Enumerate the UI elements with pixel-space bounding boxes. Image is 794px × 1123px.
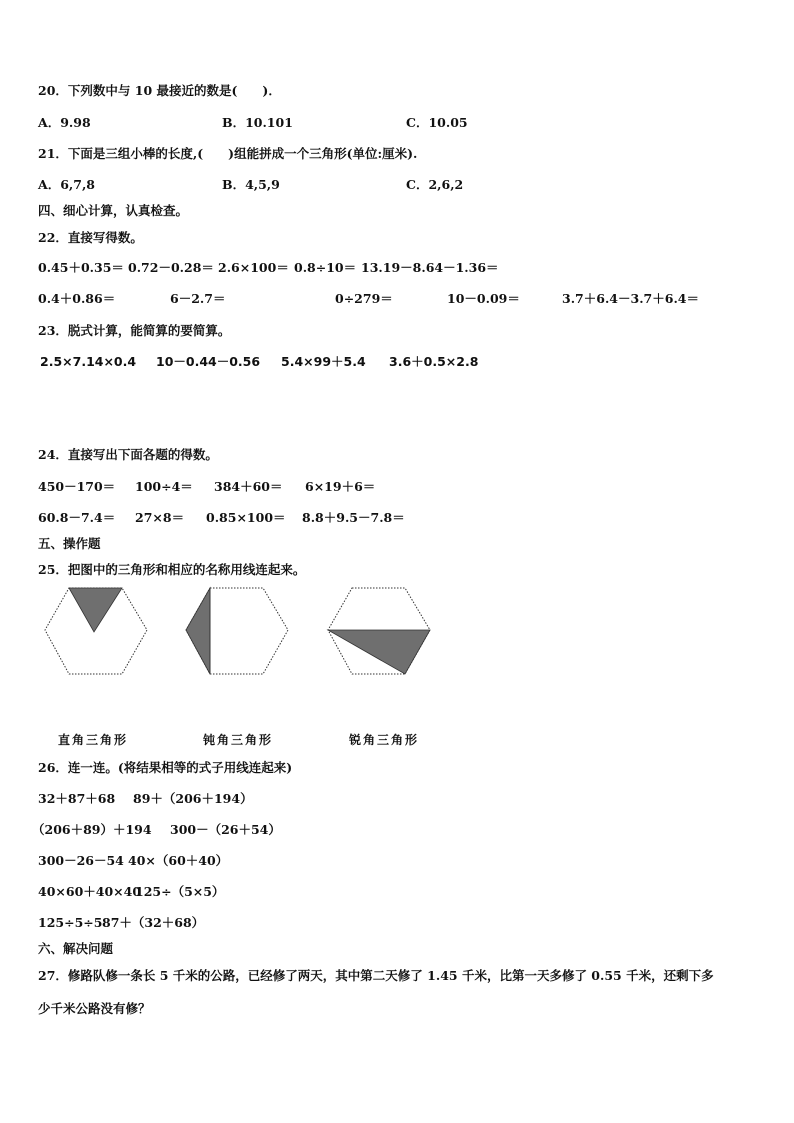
q23-item-2: 10－0.44－0.56 [156, 354, 261, 369]
hexagon-figure-2 [183, 586, 293, 678]
label-acute-triangle: 锐角三角形 [349, 733, 420, 747]
q26-r5-right: 87＋（32＋68） [102, 915, 205, 930]
q25-stem: 25．把图中的三角形和相应的名称用线连起来。 [38, 562, 306, 577]
q26-r3-left: 300－26－54 [38, 853, 124, 868]
shaded-triangle-3 [328, 630, 430, 674]
q20-option-b: B．10.101 [222, 115, 293, 130]
q27-line-2: 少千米公路没有修？ [38, 1001, 151, 1016]
q22-r1-c1: 0.45＋0.35＝ [38, 260, 124, 275]
label-right-triangle: 直角三角形 [58, 733, 129, 747]
section-5-heading: 五、操作题 [38, 536, 101, 551]
q22-stem: 22．直接写得数。 [38, 230, 143, 245]
shaded-triangle-2 [186, 588, 210, 674]
q24-r2-c2: 27×8＝ [135, 510, 185, 525]
q26-r2-left: （206＋89）＋194 [32, 822, 152, 837]
hexagon-figure-3 [325, 586, 435, 678]
hexagon-figure-1 [42, 586, 152, 678]
q26-r1-right: 89＋（206＋194） [133, 791, 253, 806]
q26-r4-left: 40×60＋40×40 [38, 884, 142, 899]
section-4-heading: 四、细心计算，认真检查。 [38, 203, 189, 218]
q26-r5-left: 125÷5÷5 [38, 915, 103, 930]
q24-r1-c2: 100÷4＝ [135, 479, 193, 494]
q22-r2-c5: 3.7＋6.4－3.7＋6.4＝ [562, 291, 699, 306]
label-obtuse-triangle: 钝角三角形 [203, 733, 274, 747]
q23-item-3: 5.4×99＋5.4 [281, 354, 366, 369]
q24-r2-c4: 8.8＋9.5－7.8＝ [302, 510, 405, 525]
q21-option-a: A．6,7,8 [38, 177, 95, 192]
q21-option-c: C．2,6,2 [406, 177, 464, 192]
q26-stem: 26．连一连。(将结果相等的式子用线连起来) [38, 760, 293, 775]
q22-r2-c1: 0.4＋0.86＝ [38, 291, 116, 306]
q22-r1-c4: 0.8÷10＝ [294, 260, 357, 275]
q23-item-1: 2.5×7.14×0.4 [40, 354, 137, 369]
q22-r2-c2: 6－2.7＝ [170, 291, 226, 306]
q24-r1-c1: 450－170＝ [38, 479, 116, 494]
q24-r1-c3: 384＋60＝ [214, 479, 283, 494]
q22-r2-c3: 0÷279＝ [335, 291, 393, 306]
q21-option-b: B．4,5,9 [222, 177, 280, 192]
q22-r2-c4: 10－0.09＝ [447, 291, 520, 306]
q23-stem: 23．脱式计算，能简算的要简算。 [38, 323, 231, 338]
q26-r2-right: 300－（26＋54） [170, 822, 281, 837]
q24-r1-c4: 6×19＋6＝ [305, 479, 376, 494]
shaded-triangle-1 [69, 588, 122, 632]
q24-stem: 24．直接写出下面各题的得数。 [38, 447, 218, 462]
q20-option-c: C．10.05 [406, 115, 468, 130]
q22-r1-c5: 13.19－8.64－1.36＝ [361, 260, 499, 275]
q26-r4-right: 125÷（5×5） [135, 884, 225, 899]
q26-r1-left: 32＋87＋68 [38, 791, 116, 806]
q20-stem: 20．下列数中与 10 最接近的数是( )． [38, 83, 281, 98]
q24-r2-c3: 0.85×100＝ [206, 510, 286, 525]
q21-stem: 21．下面是三组小棒的长度,( )组能拼成一个三角形(单位:厘米). [38, 146, 418, 161]
q20-option-a: A．9.98 [38, 115, 91, 130]
section-6-heading: 六、解决问题 [38, 941, 114, 956]
q23-item-4: 3.6＋0.5×2.8 [389, 354, 479, 369]
q22-r1-c2: 0.72－0.28＝ [128, 260, 214, 275]
q24-r2-c1: 60.8－7.4＝ [38, 510, 116, 525]
q26-r3-right: 40×（60＋40） [128, 853, 229, 868]
q22-r1-c3: 2.6×100＝ [218, 260, 289, 275]
q27-line-1: 27．修路队修一条长 5 千米的公路，已经修了两天，其中第二天修了 1.45 千米，比第一天多修了 0.55 千米，还剩下多 [38, 968, 714, 983]
